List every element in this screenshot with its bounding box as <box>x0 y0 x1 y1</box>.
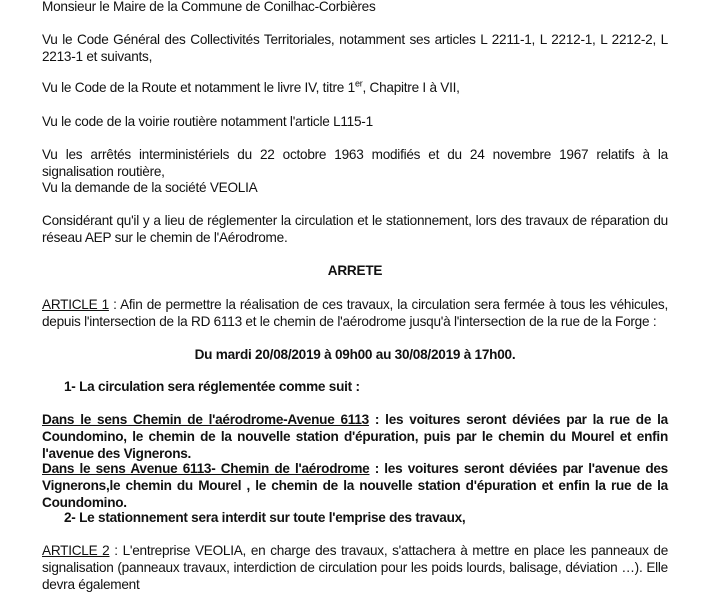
item-2: 2- Le stationnement sera interdit sur toute l'emprise des travaux, <box>64 510 466 525</box>
sens-1-text: : les voitures seront déviées par la rue de la Coundomino, le chemin de la nouvelle station d'épuration, puis par le chemin du Mourel et enfin l'avenue des Vignerons. <box>42 412 668 461</box>
item-1: 1- La circulation sera réglementée comme suit : <box>64 379 360 394</box>
date-range: Du mardi 20/08/2019 à 09h00 au 30/08/2019 à 17h00. <box>194 347 516 362</box>
article-1 <box>42 296 668 330</box>
vu-route-before: Vu le Code de la Route et notamment le livre IV, titre 1 <box>42 80 355 95</box>
article-2-label: ARTICLE 2 <box>42 543 110 558</box>
article-1-label: ARTICLE 1 <box>42 297 109 312</box>
article-2-text: : L'entreprise VEOLIA, en charge des travaux, s'attachera à mettre en place les panneaux de signalisation (panneaux travaux, interdiction de circulation pour les poids lourds, balisage, déviation …). Elle devra également <box>42 543 668 592</box>
sens-2 <box>42 460 668 511</box>
vu-route-sup: er <box>354 78 363 89</box>
vu-demande: Vu la demande de la société VEOLIA <box>42 180 258 195</box>
vu-voirie: Vu le code de la voirie routière notamment l'article L115-1 <box>42 114 373 129</box>
considerant: Considérant qu'il y a lieu de réglementer la circulation et le stationnement, lors des travaux de réparation du réseau AEP sur le chemin de l'Aérodrome. <box>42 213 668 245</box>
vu-route-after: , Chapitre I à VII, <box>362 80 460 95</box>
sens-1 <box>42 411 668 462</box>
vu-cgct: Vu le Code Général des Collectivités Territoriales, notamment ses articles L 2211-1, L 2212-1, L 2212-2, L 2213-1 et suivants, <box>42 32 668 64</box>
arrete-title: ARRETE <box>327 263 383 278</box>
sens-2-text: : les voitures seront déviées par l'avenue des Vignerons,le chemin du Mourel , le chemin de la nouvelle station d'épuration et enfin la rue de la Coundomino. <box>42 461 668 510</box>
sens-1-label: Dans le sens Chemin de l'aérodrome-Avenue 6113 <box>42 412 369 427</box>
header-maire: Monsieur le Maire de la Commune de Conilhac-Corbières <box>42 0 376 14</box>
article-2 <box>42 542 668 593</box>
vu-arretes: Vu les arrêtés interministériels du 22 octobre 1963 modifiés et du 24 novembre 1967 relatifs à la signalisation routière, <box>42 147 668 179</box>
vu-code-route <box>42 79 668 96</box>
sens-2-label: Dans le sens Avenue 6113- Chemin de l'aérodrome <box>42 461 370 476</box>
article-1-text: : Afin de permettre la réalisation de ces travaux, la circulation sera fermée à tous les véhicules, depuis l'intersection de la RD 6113 et le chemin de l'aérodrome jusqu'à l'intersection de la rue de la Forge : <box>42 297 668 329</box>
